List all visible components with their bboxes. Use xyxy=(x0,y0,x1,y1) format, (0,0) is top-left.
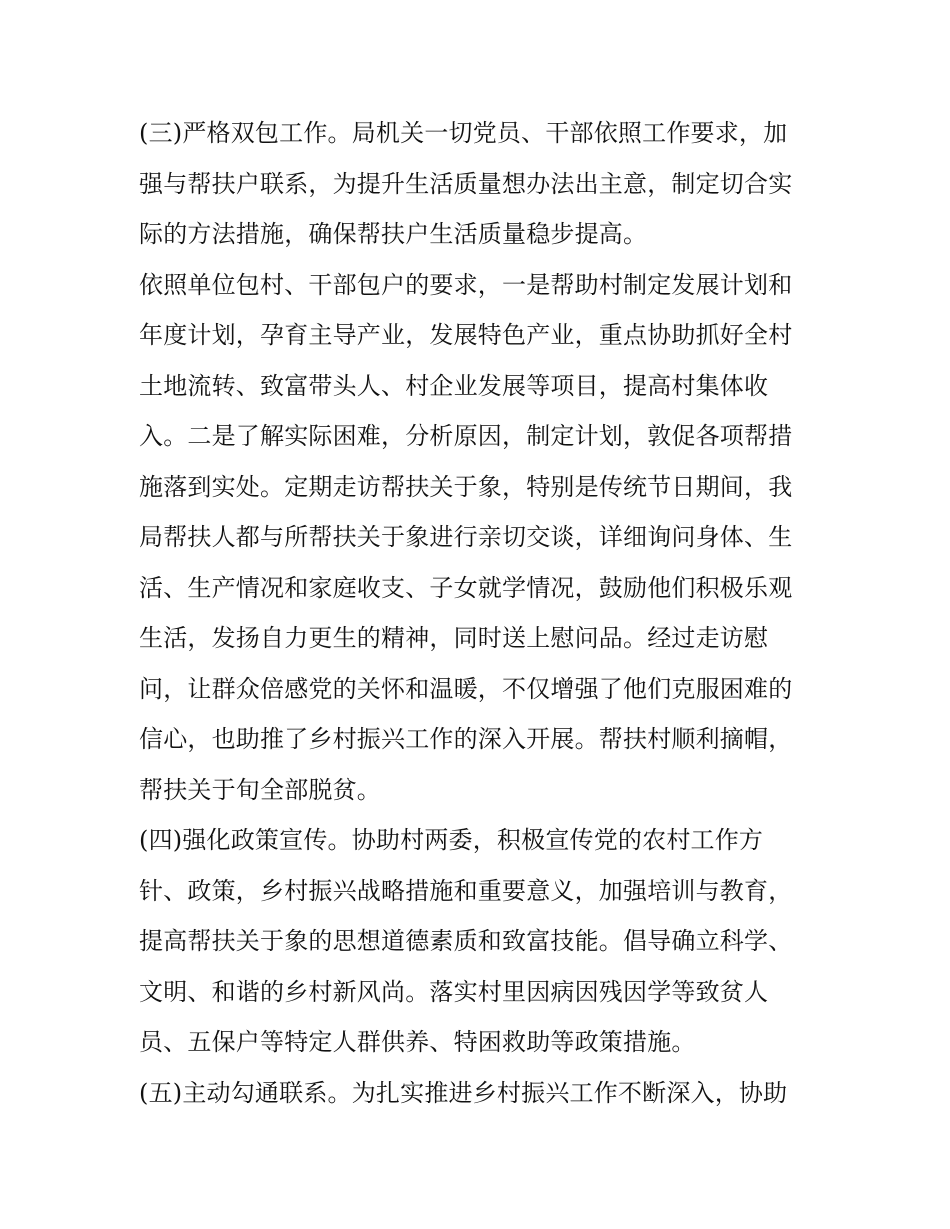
text-line: 针、政策，乡村振兴战略措施和重要意义，加强培训与教育， xyxy=(139,876,793,905)
text-line: 文明、和谐的乡村新风尚。落实村里因病因残因学等致贫人 xyxy=(139,977,769,1006)
text-line: 活、生产情况和家庭收支、子女就学情况，鼓励他们积极乐观 xyxy=(139,573,793,602)
text-line: 施落到实处。定期走访帮扶关于象，特别是传统节日期间，我 xyxy=(139,472,793,501)
text-line: (四)强化政策宣传。协助村两委，积极宣传党的农村工作方 xyxy=(139,826,764,854)
document-body xyxy=(139,108,819,1118)
text-line: (三)严格双包工作。局机关一切党员、干部依照工作要求，加 xyxy=(139,119,788,147)
text-line: 帮扶关于旬全部脱贫。 xyxy=(139,775,381,804)
text-line: 强与帮扶户联系，为提升生活质量想办法出主意，制定切合实 xyxy=(139,169,793,198)
text-line: 土地流转、致富带头人、村企业发展等项目，提高村集体收 xyxy=(139,371,769,400)
text-line: 局帮扶人都与所帮扶关于象进行亲切交谈，详细询问身体、生 xyxy=(139,523,793,551)
text-line: 问，让群众倍感党的关怀和温暖，不仅增强了他们克服困难的 xyxy=(139,674,793,703)
text-line: 提高帮扶关于象的思想道德素质和致富技能。倡导确立科学、 xyxy=(139,927,793,955)
text-line: 生活，发扬自力更生的精神，同时送上慰问品。经过走访慰 xyxy=(139,624,769,652)
text-line: 入。二是了解实际困难，分析原因，制定计划，敦促各项帮措 xyxy=(139,422,793,450)
text-line: 信心，也助推了乡村振兴工作的深入开展。帮扶村顺利摘帽， xyxy=(139,725,793,753)
text-line: 际的方法措施，确保帮扶户生活质量稳步提高。 xyxy=(139,220,648,248)
text-line: (五)主动勾通联系。为扎实推进乡村振兴工作不断深入，协助 xyxy=(139,1078,788,1107)
text-line: 依照单位包村、干部包户的要求，一是帮助村制定发展计划和 xyxy=(139,270,793,299)
text-line: 年度计划，孕育主导产业，发展特色产业，重点协助抓好全村 xyxy=(139,321,793,349)
text-line: 员、五保户等特定人群供养、特困救助等政策措施。 xyxy=(139,1028,696,1056)
